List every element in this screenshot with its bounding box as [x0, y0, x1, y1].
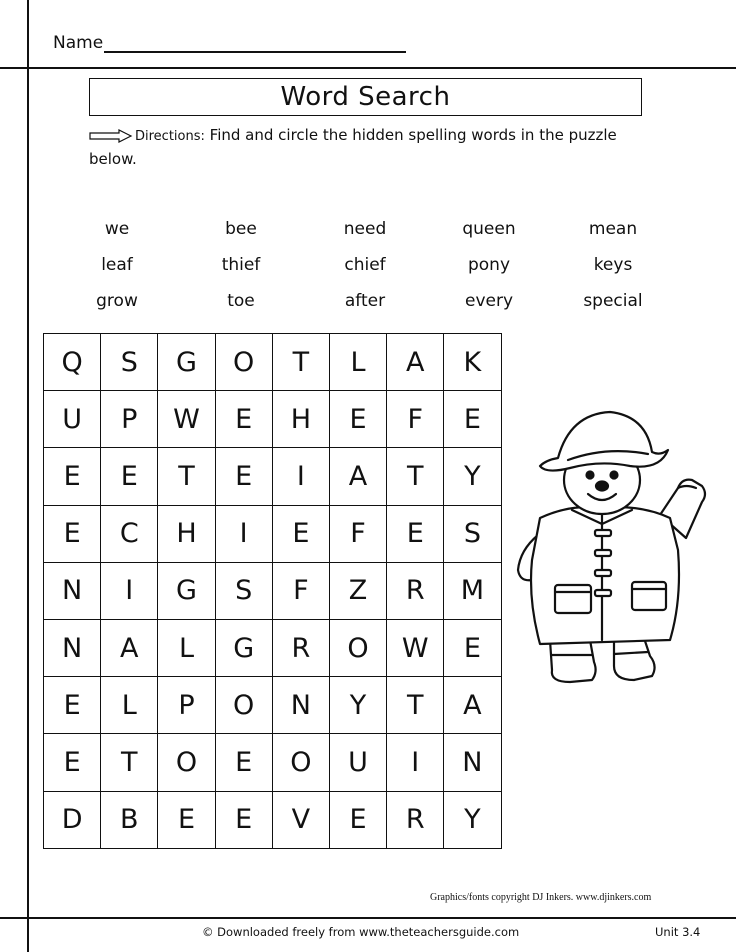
grid-cell[interactable]: Q [44, 334, 101, 391]
grid-cell[interactable]: N [44, 563, 101, 620]
grid-cell[interactable]: U [330, 734, 387, 791]
word-list-item: bee [225, 219, 257, 239]
word-search-grid [43, 333, 502, 849]
grid-cell[interactable]: Y [444, 792, 501, 849]
grid-cell[interactable]: B [101, 792, 158, 849]
grid-cell[interactable]: N [44, 620, 101, 677]
grid-cell[interactable]: V [273, 792, 330, 849]
grid-cell[interactable]: E [216, 391, 273, 448]
grid-cell[interactable]: A [444, 677, 501, 734]
word-list-item: keys [593, 255, 633, 275]
top-rule [0, 67, 736, 69]
grid-cell[interactable]: T [273, 334, 330, 391]
grid-cell[interactable]: K [444, 334, 501, 391]
word-list-item: grow [96, 291, 138, 311]
grid-cell[interactable]: E [387, 506, 444, 563]
grid-cell[interactable]: F [273, 563, 330, 620]
grid-cell[interactable]: C [101, 506, 158, 563]
grid-cell[interactable]: E [444, 620, 501, 677]
grid-cell[interactable]: G [216, 620, 273, 677]
grid-cell[interactable]: R [387, 563, 444, 620]
word-list-item: mean [588, 219, 638, 239]
grid-cell[interactable]: Y [444, 448, 501, 505]
word-list-item: need [343, 219, 387, 239]
grid-cell[interactable]: S [216, 563, 273, 620]
grid-cell[interactable]: T [101, 734, 158, 791]
copyright-credit: Graphics/fonts copyright DJ Inkers. www.djinkers.com [430, 892, 652, 903]
grid-cell[interactable]: E [44, 734, 101, 791]
directions-text: Find and circle the hidden spelling words in the puzzle below. [89, 126, 617, 168]
grid-cell[interactable]: A [387, 334, 444, 391]
grid-cell[interactable]: E [44, 448, 101, 505]
word-list [55, 218, 675, 313]
grid-cell[interactable]: I [101, 563, 158, 620]
grid-cell[interactable]: E [273, 506, 330, 563]
grid-cell[interactable]: W [158, 391, 215, 448]
grid-cell[interactable]: W [387, 620, 444, 677]
name-write-line [104, 51, 406, 53]
grid-cell[interactable]: P [101, 391, 158, 448]
grid-cell[interactable]: N [273, 677, 330, 734]
word-list-item: after [344, 291, 386, 311]
grid-cell[interactable]: E [216, 448, 273, 505]
grid-cell[interactable]: R [387, 792, 444, 849]
grid-cell[interactable]: P [158, 677, 215, 734]
grid-cell[interactable]: E [216, 792, 273, 849]
grid-cell[interactable]: F [330, 506, 387, 563]
grid-cell[interactable]: M [444, 563, 501, 620]
grid-cell[interactable]: O [273, 734, 330, 791]
word-list-item: toe [227, 291, 255, 311]
grid-cell[interactable]: U [44, 391, 101, 448]
word-list-item: thief [221, 255, 261, 275]
title-box [89, 78, 642, 116]
bear-in-raincoat-illustration [510, 400, 725, 690]
directions [89, 124, 649, 171]
grid-cell[interactable]: E [330, 792, 387, 849]
grid-cell[interactable]: R [273, 620, 330, 677]
directions-label: Directions: [135, 129, 205, 144]
grid-cell[interactable]: N [444, 734, 501, 791]
grid-cell[interactable]: E [330, 391, 387, 448]
grid-cell[interactable]: I [273, 448, 330, 505]
grid-cell[interactable]: E [44, 506, 101, 563]
grid-cell[interactable]: Z [330, 563, 387, 620]
grid-cell[interactable]: E [158, 792, 215, 849]
grid-cell[interactable]: O [216, 677, 273, 734]
grid-cell[interactable]: T [158, 448, 215, 505]
word-list-item: leaf [101, 255, 133, 275]
page-title: Word Search [280, 82, 451, 112]
grid-cell[interactable]: O [330, 620, 387, 677]
grid-cell[interactable]: O [158, 734, 215, 791]
grid-cell[interactable]: D [44, 792, 101, 849]
word-list-item: special [583, 291, 643, 311]
grid-cell[interactable]: A [101, 620, 158, 677]
word-list-item: queen [462, 219, 516, 239]
name-label: Name [53, 33, 104, 53]
bottom-rule [0, 917, 736, 919]
word-list-item: we [104, 219, 130, 239]
grid-cell[interactable]: G [158, 563, 215, 620]
word-list-item: every [464, 291, 514, 311]
grid-cell[interactable]: S [444, 506, 501, 563]
grid-cell[interactable]: T [387, 677, 444, 734]
grid-cell[interactable]: H [158, 506, 215, 563]
grid-cell[interactable]: L [158, 620, 215, 677]
grid-cell[interactable]: O [216, 334, 273, 391]
grid-cell[interactable]: H [273, 391, 330, 448]
grid-cell[interactable]: E [101, 448, 158, 505]
footer-source: © Downloaded freely from www.theteachersguide.com [202, 925, 520, 939]
grid-cell[interactable]: Y [330, 677, 387, 734]
word-list-item: chief [344, 255, 386, 275]
grid-cell[interactable]: G [158, 334, 215, 391]
grid-cell[interactable]: E [444, 391, 501, 448]
unit-label: Unit 3.4 [655, 925, 701, 939]
grid-cell[interactable]: E [216, 734, 273, 791]
margin-line [27, 0, 29, 952]
word-list-item: pony [467, 255, 511, 275]
grid-cell[interactable]: S [101, 334, 158, 391]
arrow-right-icon [89, 129, 133, 143]
grid-cell[interactable]: T [387, 448, 444, 505]
grid-cell[interactable]: I [387, 734, 444, 791]
grid-cell[interactable]: L [330, 334, 387, 391]
grid-cell[interactable]: I [216, 506, 273, 563]
grid-cell[interactable]: F [387, 391, 444, 448]
grid-cell[interactable]: L [101, 677, 158, 734]
grid-cell[interactable]: A [330, 448, 387, 505]
grid-cell[interactable]: E [44, 677, 101, 734]
